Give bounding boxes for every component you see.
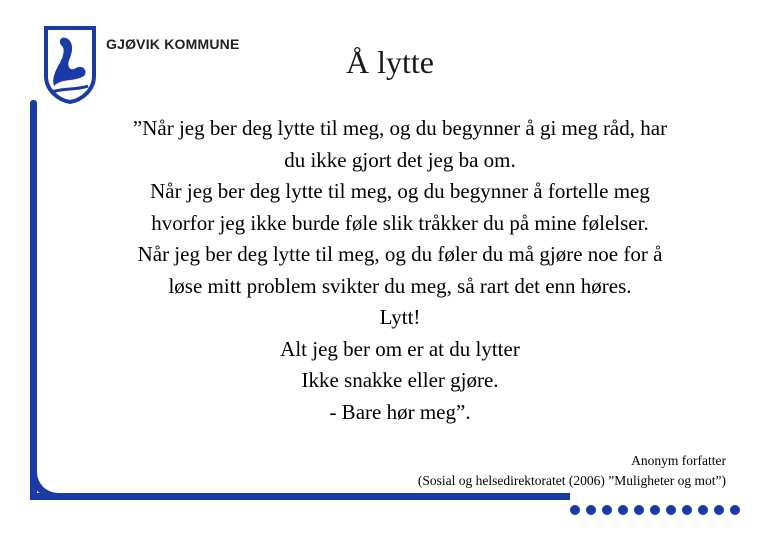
decorative-dot [650,505,660,515]
decorative-dot [602,505,612,515]
logo-text: GJØVIK KOMMUNE [106,36,240,52]
attribution [418,451,726,491]
poem-text [70,113,730,428]
poem-line: Ikke snakke eller gjøre. [301,368,499,392]
poem-line: - Bare hør meg”. [329,399,471,424]
bottom-accent-bar [30,493,570,500]
decorative-dot [618,505,628,515]
decorative-dot [682,505,692,515]
decorative-dot [730,505,740,515]
decorative-dot [586,505,596,515]
attribution-source: (Sosial og helsedirektoratet (2006) ”Muligheter og mot”) [417,473,726,488]
poem-line: Lytt! [379,305,421,329]
attribution-author: Anonym forfatter [631,453,726,468]
poem-line: Når jeg ber deg lytte til meg, og du begynner å fortelle meg [150,179,650,203]
poem-line: du ikke gjort det jeg ba om. [284,147,516,172]
poem-line: Alt jeg ber om er at du lytter [280,336,520,361]
poem-line: løse mitt problem svikter du meg, så rart det enn høres. [168,273,632,298]
poem-line: hvorfor jeg ikke burde føle slik tråkker du på mine følelser. [151,210,649,235]
slide-title: Å lytte [346,44,434,80]
decorative-dot [570,505,580,515]
decorative-dots [570,505,740,515]
decorative-dot [714,505,724,515]
poem-line: ”Når jeg ber deg lytte til meg, og du begynner å gi meg råd, har [132,116,668,140]
decorative-dot [666,505,676,515]
decorative-dot [634,505,644,515]
decorative-dot [698,505,708,515]
left-accent-bar [30,100,37,500]
poem-line: Når jeg ber deg lytte til meg, og du føler du må gjøre noe for å [137,242,663,266]
